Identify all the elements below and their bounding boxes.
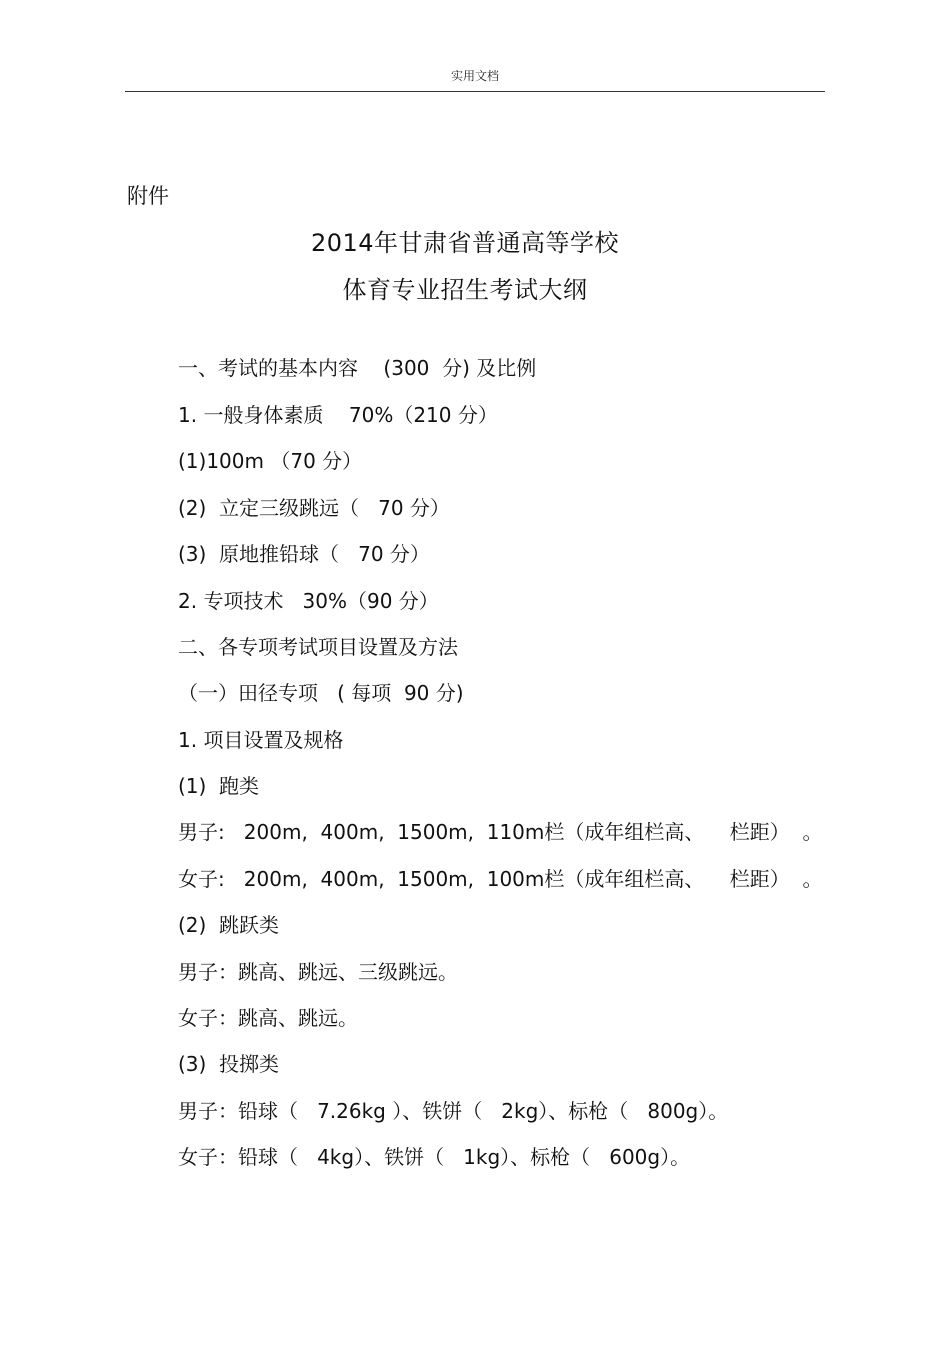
document-title-line-1: 2014年甘肃省普通高等学校 — [310, 229, 620, 257]
header-rule — [125, 91, 825, 92]
line-men-jumping: 男子：跳高、跳远、三级跳远。 — [178, 960, 458, 984]
item-general-fitness: 1. 一般身体素质 70%（210 分） — [178, 403, 498, 427]
attachment-label: 附件 — [127, 184, 169, 208]
line-women-throwing: 女子：铅球（ 4kg）、铁饼（ 1kg）、标枪（ 600g）。 — [178, 1145, 691, 1169]
section-heading-basic-content: 一、考试的基本内容 (300 分) 及比例 — [178, 356, 537, 380]
item-100m: (1)100m （70 分） — [178, 449, 363, 473]
line-women-jumping: 女子：跳高、跳远。 — [178, 1006, 358, 1030]
subsection-track-and-field: （一）田径专项 ( 每项 90 分) — [178, 681, 464, 705]
section-heading-special-items: 二、各专项考试项目设置及方法 — [178, 635, 458, 659]
line-men-running: 男子: 200m, 400m, 1500m, 110m栏（成年组栏高、 栏距） 。 — [178, 820, 823, 844]
document-title-line-2: 体育专业招生考试大纲 — [342, 276, 588, 304]
item-running-events: (1) 跑类 — [178, 774, 260, 798]
running-header: 实用文档 — [450, 69, 499, 83]
line-men-throwing: 男子：铅球（ 7.26kg ）、铁饼（ 2kg）、标枪（ 800g）。 — [178, 1099, 729, 1123]
item-event-settings: 1. 项目设置及规格 — [178, 728, 344, 752]
item-standing-triple-jump: (2) 立定三级跳远（ 70 分） — [178, 496, 450, 520]
item-special-technique: 2. 专项技术 30%（90 分） — [178, 589, 439, 613]
item-jumping-events: (2) 跳跃类 — [178, 913, 280, 937]
item-shot-put: (3) 原地推铅球（ 70 分） — [178, 542, 430, 566]
item-throwing-events: (3) 投掷类 — [178, 1052, 280, 1076]
line-women-running: 女子: 200m, 400m, 1500m, 100m栏（成年组栏高、 栏距） 。 — [178, 867, 823, 891]
